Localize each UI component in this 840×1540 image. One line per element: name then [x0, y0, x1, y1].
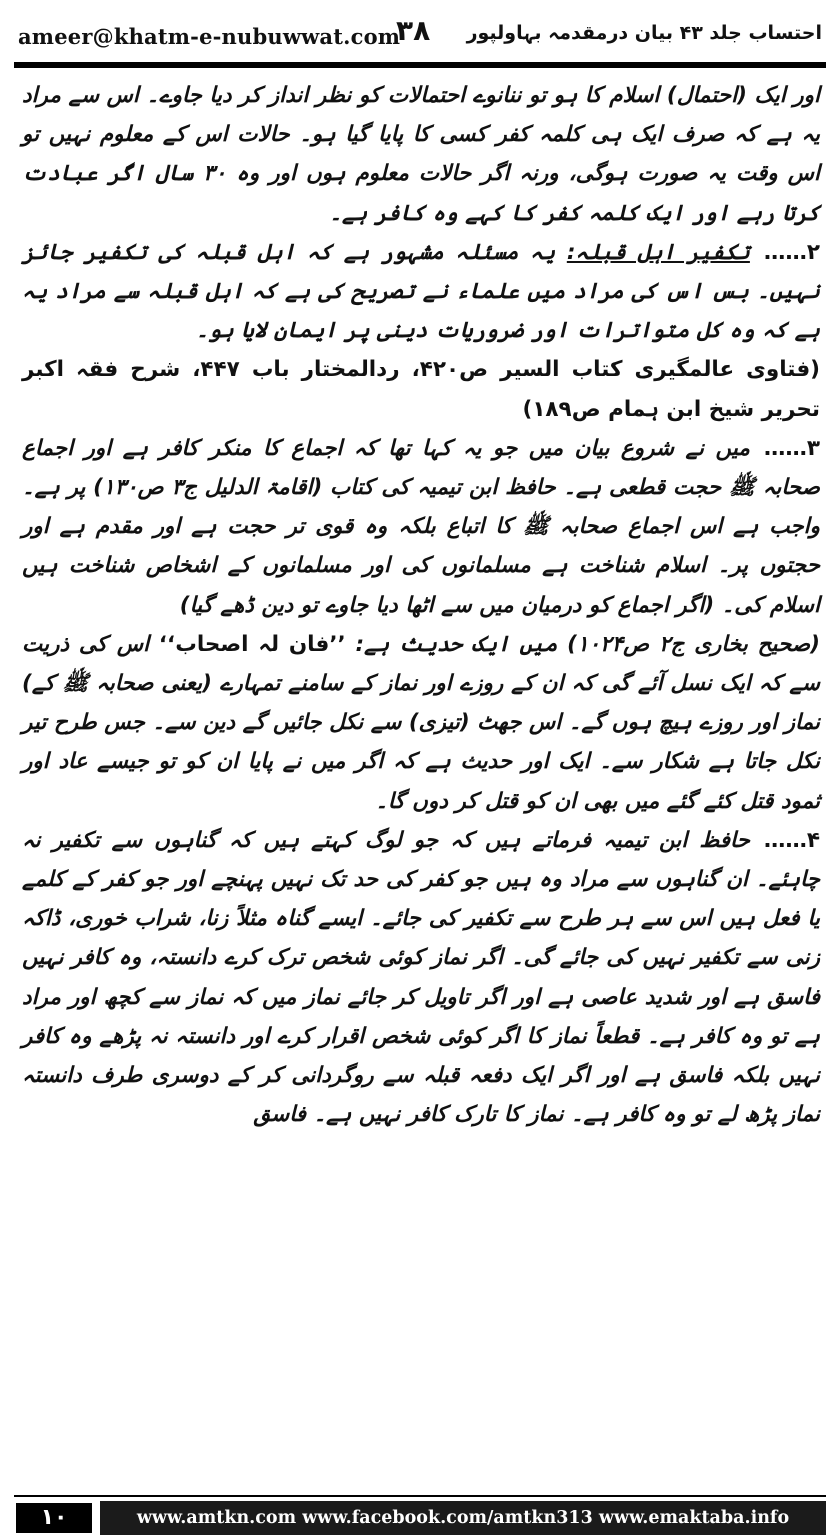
paragraph-4 [22, 625, 820, 821]
header-title: احتساب جلد ۴۳ بیان درمقدمہ بہاولپور [466, 22, 822, 44]
footer-rule [14, 1495, 826, 1497]
paragraph-1: اور ایک (احتمال) اسلام کا ہو تو ننانوے احتمالات کو نظر انداز کر دیا جاوے۔ اس سے مراد یہ ہے کہ صرف ایک ہی کلمہ کفر کسی کا پایا گیا ہو۔ حالات اس کے معلوم نہیں تو اس وقت یہ صورت ہوگی، ورنہ اگر حالات معلوم ہوں اور وہ ۳۰ سال اگر عبادت کرتا رہے اور ایک کلمہ کفر کا کہے وہ کافر ہے۔ [22, 83, 820, 226]
paragraph-4-text: اس کی ذریت سے کہ ایک نسل آئے گی کہ ان کے روزے اور نماز کے سامنے تمہارے (یعنی صحابہ ﷺ کے) نماز اور روزے ہیچ ہوں گے۔ اس جھٹ (تیزی) سے نکل جائیں گے دین سے۔ جس طرح تیر نکل جاتا ہے شکار سے۔ ایک اور حدیث ہے کہ اگر میں نے پایا ان کو تو جیسے عاد اور ثمود قتل کئے گئے میں بھی ان کو قتل کر دوں گا۔ [22, 631, 820, 814]
paragraph-2-text: یہ مسئلہ مشہور ہے کہ اہل قبلہ کی تکفیر جائز نہیں۔ بس اس کی مراد میں علماء نے تصریح کی ہے کہ اہل قبلہ سے مراد یہ ہے کہ وہ کل متواترات اور ضروریات دینی پر ایمان لایا ہو۔ [22, 239, 820, 344]
item-number: ۳…… [763, 435, 820, 461]
header-page-number: ۳۸ [396, 14, 431, 47]
header-rule [14, 62, 826, 68]
page-header [18, 14, 822, 58]
header-email: ameer@khatm-e-nubuwwat.com [18, 24, 401, 49]
paragraph-4-intro: (صحیح بخاری ج۲ ص۱۰۲۴) میں ایک حدیث ہے: [345, 631, 820, 657]
paragraph-5-text: حافظ ابن تیمیہ فرماتے ہیں کہ جو لوگ کہتے ہیں کہ گناہوں سے تکفیر نہ چاہئے۔ ان گناہوں سے مراد وہ ہیں جو کفر کی حد تک نہیں پہنچے اور جو کفر کے کلمے یا فعل ہیں اس سے ہر طرح سے تکفیر کی جائے۔ ایسے گناہ مثلاً زنا، شراب خوری، ڈاکہ زنی سے تکفیر نہیں کی جائے گی۔ اگر نماز کوئی شخص ترک کرے دانستہ، وہ کافر نہیں فاسق ہے اور شدید عاصی ہے اور اگر تاویل کر جائے نماز میں کہ نماز سے کچھ اور مراد ہے تو وہ کافر ہے۔ قطعاً نماز کا اگر کوئی شخص اقرار کرے اور دانستہ نہ پڑھے وہ کافر نہیں بلکہ فاسق ہے اور اگر ایک دفعہ قبلہ سے روگردانی کر کے دوسری طرف دانستہ نماز پڑھ لے تو وہ کافر ہے۔ نماز کا تارک کافر نہیں ہے۔ فاسق [22, 827, 820, 1128]
paragraph-2 [22, 233, 820, 351]
reference-citation: (فتاوی عالمگیری کتاب السیر ص۴۲۰، ردالمختار باب ۴۴۷، شرح فقہ اکبر تحریر شیخ ابن ہمام ص۱۸۹) [22, 357, 820, 422]
paragraph-3 [22, 429, 820, 625]
footer-page-box: ۱۰ [16, 1503, 92, 1533]
paragraph-5 [22, 821, 820, 1135]
body-text [22, 76, 820, 1134]
item-number: ۴…… [763, 827, 820, 853]
item-number: ۲…… [763, 239, 821, 265]
footer-links: www.amtkn.com www.facebook.com/amtkn313 www.emaktaba.info [100, 1501, 826, 1535]
hadith-quote: ’’فان لہ اصحاب‘‘ [158, 631, 346, 657]
paragraph-3-text: میں نے شروع بیان میں جو یہ کہا تھا کہ اجماع کا منکر کافر ہے اور اجماع صحابہ ﷺ حجت قطعی ہے۔ حافظ ابن تیمیہ کی کتاب (اقامۃ الدلیل ج۳ ص۱۳۰) پر ہے۔ واجب ہے اس اجماع صحابہ ﷺ کا اتباع بلکہ وہ قوی تر حجت ہے اور مقدم ہے اور حجتوں پر۔ اسلام شناخت ہے مسلمانوں کی اور مسلمانوں کے اشخاص شناخت ہیں اسلام کی۔ (اگر اجماع کو درمیان میں سے اٹھا دیا جاوے تو دین ڈھے گیا) [22, 435, 820, 618]
section-heading: تکفیر اہل قبلہ: [566, 239, 750, 265]
